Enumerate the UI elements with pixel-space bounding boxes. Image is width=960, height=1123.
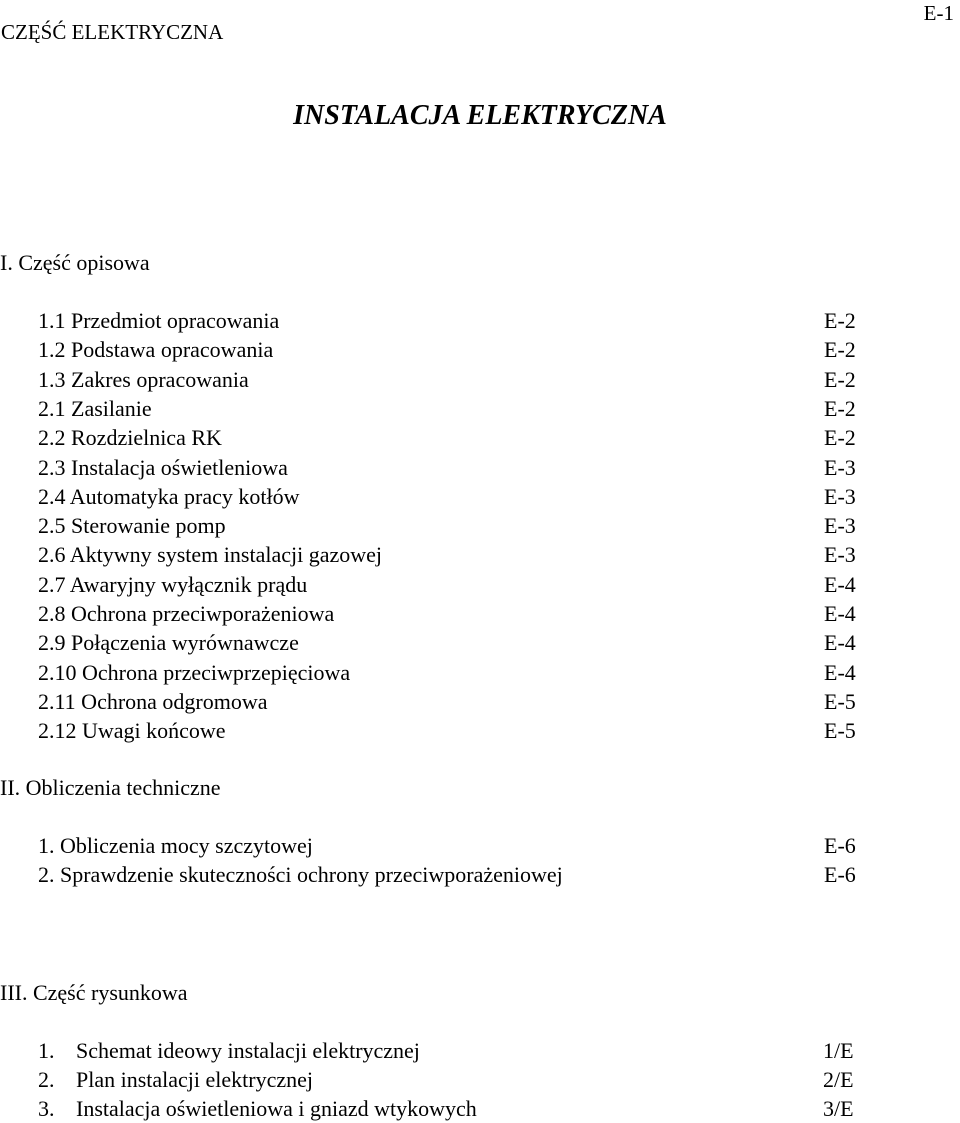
toc-item-page: E-3 — [824, 542, 856, 568]
toc-item-page: E-4 — [824, 571, 856, 597]
toc-item-page: E-4 — [824, 601, 856, 626]
toc-item-number: 1. — [38, 1038, 55, 1063]
toc-item-label: 2.6 Aktywny system instalacji gazowej — [38, 542, 382, 568]
part1-heading: I. Część opisowa — [0, 250, 150, 275]
toc-item-label: 1. Obliczenia mocy szczytowej — [38, 833, 313, 858]
toc-item-label: Schemat ideowy instalacji elektrycznej — [76, 1038, 420, 1063]
toc-item-label: 1.3 Zakres opracowania — [38, 366, 249, 392]
toc-item-label: 2.12 Uwagi końcowe — [38, 718, 226, 744]
toc-item-label: 2.3 Instalacja oświetleniowa — [38, 454, 288, 480]
toc-item-page: E-3 — [824, 454, 856, 480]
toc-item-label: Instalacja oświetleniowa i gniazd wtykowych — [76, 1096, 477, 1121]
toc-item-label: 2.10 Ochrona przeciwprzepięciowa — [38, 659, 351, 685]
toc-item-page: 2/E — [823, 1067, 854, 1092]
page-number: E-1 — [923, 1, 954, 25]
toc-item-page: E-2 — [824, 366, 856, 392]
toc-item-label: 2.4 Automatyka pracy kotłów — [38, 483, 300, 509]
toc-item-page: 3/E — [823, 1096, 854, 1121]
toc-item-page: E-5 — [824, 688, 856, 714]
toc-item-page: 1/E — [823, 1038, 854, 1063]
section-header: CZĘŚĆ ELEKTRYCZNA — [1, 20, 224, 44]
toc-item-page: E-2 — [824, 425, 856, 451]
toc-item-label: 1.1 Przedmiot opracowania — [38, 308, 280, 333]
toc-item-page: E-6 — [824, 833, 856, 858]
toc-item-number: 3. — [38, 1096, 55, 1121]
toc-item-page: E-2 — [824, 395, 856, 421]
toc-item-label: 2.7 Awaryjny wyłącznik prądu — [38, 571, 308, 597]
toc-item-label: 2.1 Zasilanie — [38, 395, 152, 421]
toc-item-page: E-6 — [824, 862, 856, 887]
toc-item-number: 2. — [38, 1067, 55, 1092]
toc-item-page: E-4 — [824, 630, 856, 656]
toc-item-page: E-3 — [824, 513, 856, 539]
toc-item-page: E-2 — [824, 337, 856, 363]
toc-item-label: 2. Sprawdzenie skuteczności ochrony przeciwporażeniowej — [38, 862, 563, 887]
document-title: INSTALACJA ELEKTRYCZNA — [293, 100, 667, 131]
toc-item-label: 1.2 Podstawa opracowania — [38, 337, 274, 363]
toc-item-page: E-2 — [824, 308, 856, 333]
part3-heading: III. Część rysunkowa — [0, 980, 188, 1005]
toc-item-label: 2.8 Ochrona przeciwporażeniowa — [38, 601, 335, 626]
toc-item-label: 2.2 Rozdzielnica RK — [38, 425, 222, 451]
toc-item-page: E-3 — [824, 483, 856, 509]
toc-item-page: E-5 — [824, 718, 856, 744]
toc-item-label: 2.11 Ochrona odgromowa — [38, 688, 268, 714]
toc-item-label: 2.5 Sterowanie pomp — [38, 513, 226, 539]
toc-item-page: E-4 — [824, 659, 856, 685]
toc-item-label: 2.9 Połączenia wyrównawcze — [38, 630, 299, 656]
part2-heading: II. Obliczenia techniczne — [0, 775, 221, 800]
toc-item-label: Plan instalacji elektrycznej — [76, 1067, 314, 1092]
